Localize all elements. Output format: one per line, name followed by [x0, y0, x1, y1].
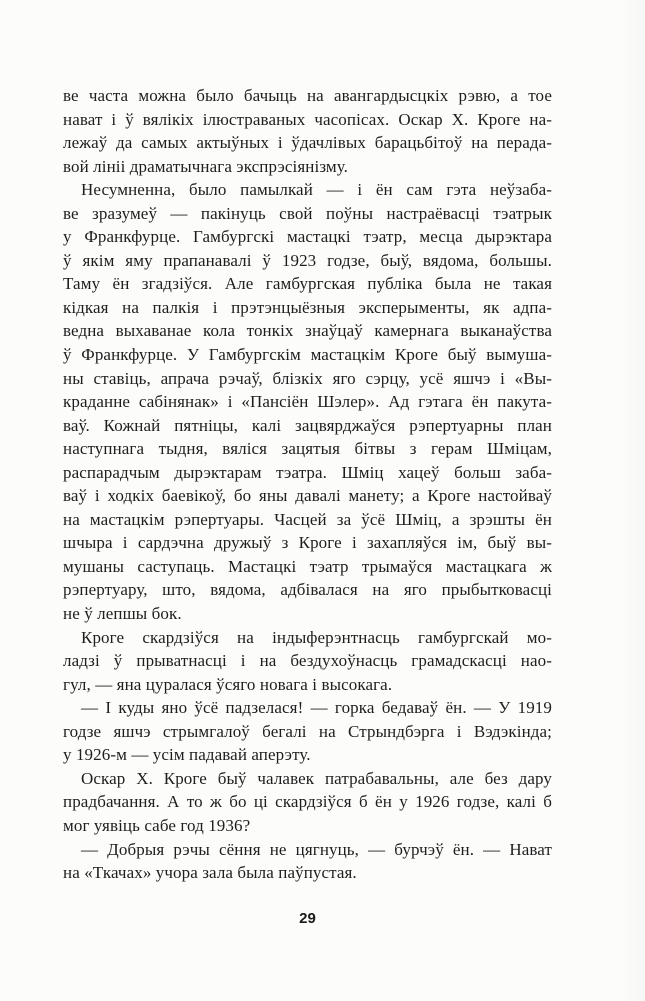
- text-line: прадбачання. А то ж бо ці скардзіўся б ён у 1926 годзе, калі б: [63, 792, 552, 812]
- text-line: ў Франкфурце. У Гамбургскім мастацкім Кроге быў вымуша-: [63, 345, 552, 365]
- text-line: шчыра і сардэчна дружыў з Кроге і захапляўся ім, быў вы-: [63, 533, 552, 553]
- text-line: на «Ткачах» учора зала была паўпустая.: [63, 863, 357, 883]
- text-line: ны ставіць, апрача рэчаў, блізкіх яго сэрцу, усё яшчэ і «Вы-: [63, 368, 552, 388]
- paragraph: [63, 838, 552, 885]
- text-line: не ў лепшы бок.: [63, 604, 182, 624]
- text-line: ведна выхаванае кола тонкіх знаўцаў камернага выканаўства: [63, 321, 552, 341]
- text-line: вой лініі драматычнага экспрэсіянізму.: [63, 156, 348, 176]
- text-line: на мастацкім рэпертуары. Часцей за ўсё Шміц, а зрэшты ён: [63, 509, 552, 529]
- text-line: Таму ён згадзіўся. Але гамбургская публіка была не такая: [63, 274, 552, 294]
- text-line: Кроге скардзіўся на індыферэнтнасць гамбургскай мо-: [81, 627, 552, 647]
- text-line: у 1926-м — усім падавай аперэту.: [63, 745, 311, 765]
- text-line: годзе яшчэ стрымгалоў бегалі на Стрындбэрга і Вэдэкінда;: [63, 721, 552, 741]
- text-line: Несумненна, было памылкай — і ён сам гэта неўзаба-: [81, 180, 552, 200]
- text-line: ваў. Кожнай пятніцы, калі зацвярджаўся рэпертуарны план: [63, 415, 552, 435]
- text-line: мог уявіць сабе год 1936?: [63, 815, 251, 835]
- text-line: краданне сабінянак» і «Пансіён Шэлер». Ад гэтага ён пакута-: [63, 392, 552, 412]
- text-line: ве зразумеў — пакінуць свой поўны настраёвасці тэатрык: [63, 203, 552, 223]
- text-line: ваў і ходкіх баевікоў, бо яны давалі манету; а Кроге настойваў: [63, 486, 552, 506]
- text-line: нават і ў вялікіх ілюстраваных часопісах. Оскар Х. Кроге на-: [63, 109, 552, 129]
- paragraph: [63, 84, 552, 178]
- text-line: кідкая на палкія і прэтэнцыёзныя эксперыменты, як адпа-: [63, 297, 552, 317]
- text-line: распарадчым дырэктарам тэатра. Шміц хацеў больш заба-: [63, 462, 552, 482]
- text-line: ве часта можна было бачыць на авангардысцкіх рэвю, а тое: [63, 86, 552, 105]
- page-number: 29: [299, 910, 316, 927]
- text-line: — Добрыя рэчы сёння не цягнуць, — бурчэў ён. — Нават: [81, 839, 552, 859]
- paragraph: [63, 626, 552, 697]
- text-line: наступнага тыдня, вяліся зацятыя бітвы з герам Шміцам,: [63, 439, 552, 459]
- text-line: мушаны саступаць. Мастацкі тэатр трымаўся мастацкага ж: [63, 556, 552, 576]
- text-line: Оскар Х. Кроге быў чалавек патрабавальны, але без дару: [81, 768, 552, 788]
- text-line: ў якім яму прапанавалі ў 1923 годзе, быў, вядома, большы.: [63, 250, 552, 270]
- text-block: [63, 84, 552, 885]
- paragraph: [63, 696, 552, 767]
- text-line: лежаў да самых актыўных і ўдачлівых барацьбітоў на перада-: [63, 133, 552, 153]
- paragraph: [63, 178, 552, 625]
- text-line: ладзі ў прыватнасці і на бездухоўнасць грамадскасці нао-: [63, 651, 552, 671]
- text-line: рэпертуару, што, вядома, адбівалася на яго прыбытковасці: [63, 580, 552, 600]
- paragraph: [63, 767, 552, 838]
- text-line: гул, — яна цуралася ўсяго новага і высокага.: [63, 674, 393, 694]
- text-line: — І куды яно ўсё падзелася! — горка бедаваў ён. — У 1919: [81, 698, 552, 718]
- text-line: у Франкфурце. Гамбургскі мастацкі тэатр, месца дырэктара: [63, 227, 552, 247]
